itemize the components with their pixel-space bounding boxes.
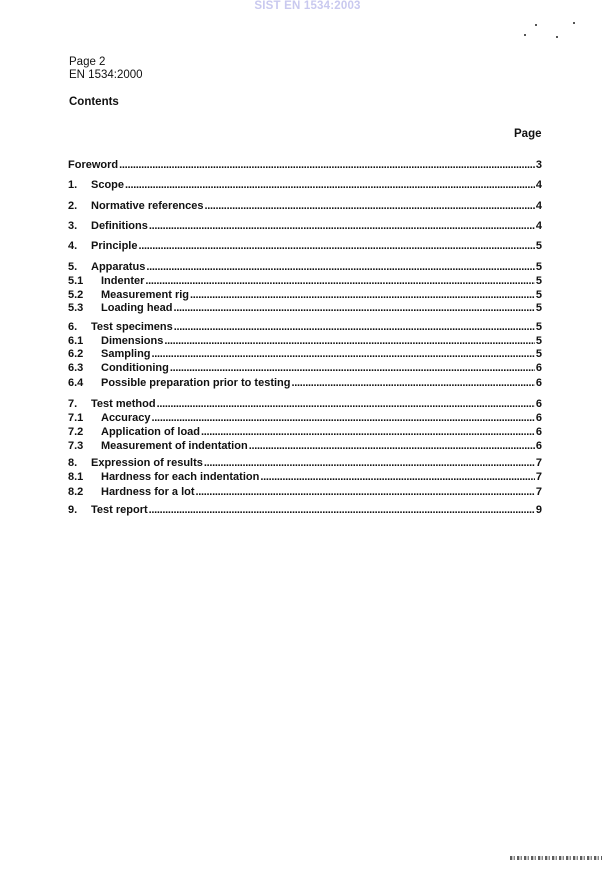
- toc-entry-title: Hardness for each indentation: [101, 471, 260, 483]
- toc-entry[interactable]: [68, 439, 542, 453]
- dot-leader: [138, 239, 534, 253]
- dot-leader: [174, 301, 535, 315]
- dot-leader: [260, 470, 535, 484]
- toc-entry-title: Sampling: [101, 348, 151, 360]
- standard-id: EN 1534:2000: [69, 69, 143, 81]
- toc-entry-number: 6.4: [68, 377, 84, 389]
- toc-entry-number: 6.: [68, 321, 78, 333]
- toc-entry-page: 4: [535, 220, 542, 232]
- toc-entry-number: 7.2: [68, 426, 84, 438]
- toc-entry-page: 5: [535, 275, 542, 287]
- toc-entry-number: 6.3: [68, 362, 84, 374]
- dot-leader: [119, 158, 535, 172]
- toc-entry-page: 6: [535, 412, 542, 424]
- toc-entry-page: 5: [535, 302, 542, 314]
- toc-entry[interactable]: [68, 411, 542, 425]
- toc-entry-title: Application of load: [101, 426, 200, 438]
- toc-entry-title: Principle: [91, 240, 138, 252]
- toc-entry-page: 5: [535, 289, 542, 301]
- toc-entry-title: Hardness for a lot: [101, 486, 195, 498]
- toc-entry[interactable]: [68, 239, 542, 253]
- toc-entry-number: 4.: [68, 240, 78, 252]
- toc-entry-number: 5.: [68, 261, 78, 273]
- dot-leader: [190, 288, 535, 302]
- toc-entry-title: Test specimens: [91, 321, 173, 333]
- toc-entry-page: 7: [535, 457, 542, 469]
- toc-entry-page: 5: [535, 335, 542, 347]
- dot-leader: [149, 219, 535, 233]
- toc-entry-number: 3.: [68, 220, 78, 232]
- toc-entry-number: 2.: [68, 200, 78, 212]
- toc-entry-title: Conditioning: [101, 362, 169, 374]
- toc-entry-page: 5: [535, 240, 542, 252]
- toc-entry-title: Expression of results: [91, 457, 203, 469]
- toc-entry-number: 6.1: [68, 335, 84, 347]
- toc-entry-page: 9: [535, 504, 542, 516]
- toc-entry[interactable]: [68, 178, 542, 192]
- toc-entry-page: 5: [535, 321, 542, 333]
- toc-entry-title: Apparatus: [91, 261, 146, 273]
- toc-entry-page: 7: [535, 471, 542, 483]
- toc-entry-number: 5.2: [68, 289, 84, 301]
- page-number: Page 2: [69, 56, 106, 68]
- toc-entry-number: 5.1: [68, 275, 84, 287]
- scan-artifact: [510, 856, 602, 860]
- toc-entry[interactable]: [68, 503, 542, 517]
- dot-leader: [145, 274, 534, 288]
- toc-entry[interactable]: [68, 456, 542, 470]
- toc-entry-title: Scope: [91, 179, 125, 191]
- toc-entry[interactable]: [68, 397, 542, 411]
- toc-entry-page: 5: [535, 348, 542, 360]
- toc-entry[interactable]: [68, 158, 542, 172]
- toc-entry-page: 7: [535, 486, 542, 498]
- toc-entry-number: 7.1: [68, 412, 84, 424]
- toc-entry-number: 9.: [68, 504, 78, 516]
- toc-entry-number: 1.: [68, 179, 78, 191]
- toc-entry-title: Normative references: [91, 200, 204, 212]
- toc-entry-page: 4: [535, 179, 542, 191]
- dot-leader: [201, 425, 535, 439]
- toc-entry[interactable]: [68, 425, 542, 439]
- dot-leader: [152, 411, 535, 425]
- toc-entry[interactable]: [68, 347, 542, 361]
- dot-leader: [249, 439, 535, 453]
- toc-entry-page: 5: [535, 261, 542, 273]
- toc-entry[interactable]: [68, 260, 542, 274]
- dot-leader: [125, 178, 535, 192]
- toc-entry[interactable]: [68, 199, 542, 213]
- dot-leader: [157, 397, 535, 411]
- dot-leader: [152, 347, 535, 361]
- dot-leader: [204, 456, 535, 470]
- toc-entry-number: 7.: [68, 398, 78, 410]
- toc-entry[interactable]: [68, 301, 542, 315]
- toc-entry[interactable]: [68, 376, 542, 390]
- toc-entry-number: 8.1: [68, 471, 84, 483]
- toc-entry-title: Definitions: [91, 220, 148, 232]
- toc-entry-number: 6.2: [68, 348, 84, 360]
- toc-entry[interactable]: [68, 470, 542, 484]
- toc-entry-title: Test method: [91, 398, 156, 410]
- toc-entry-page: 4: [535, 200, 542, 212]
- toc-entry-page: 6: [535, 426, 542, 438]
- toc-entry-number: 8.2: [68, 486, 84, 498]
- dot-leader: [291, 376, 534, 390]
- toc-entry-title: Possible preparation prior to testing: [101, 377, 291, 389]
- page-column-label: Page: [514, 128, 542, 140]
- toc-entry[interactable]: [68, 274, 542, 288]
- toc-entry-title: Accuracy: [101, 412, 151, 424]
- dot-leader: [146, 260, 534, 274]
- toc-entry[interactable]: [68, 334, 542, 348]
- contents-heading: Contents: [69, 96, 119, 108]
- toc-entry-title: Loading head: [101, 302, 173, 314]
- toc-entry-title: Dimensions: [101, 335, 164, 347]
- toc-entry-number: 8.: [68, 457, 78, 469]
- toc-entry-page: 6: [535, 377, 542, 389]
- toc-entry-title: Indenter: [101, 275, 145, 287]
- toc-entry-title: Measurement of indentation: [101, 440, 248, 452]
- toc-entry-page: 6: [535, 398, 542, 410]
- toc-entry-number: 5.3: [68, 302, 84, 314]
- toc-entry[interactable]: [68, 288, 542, 302]
- toc-entry-title: Test report: [91, 504, 148, 516]
- dot-leader: [196, 485, 535, 499]
- dot-leader: [174, 320, 535, 334]
- dot-leader: [164, 334, 535, 348]
- toc-entry-title: Measurement rig: [101, 289, 190, 301]
- toc-entry-page: 3: [535, 159, 542, 171]
- toc-entry-page: 6: [535, 362, 542, 374]
- toc-entry[interactable]: [68, 219, 542, 233]
- dot-leader: [149, 503, 535, 517]
- toc-entry[interactable]: [68, 320, 542, 334]
- toc-entry[interactable]: [68, 361, 542, 375]
- dot-leader: [205, 199, 535, 213]
- toc-entry[interactable]: [68, 485, 542, 499]
- toc-entry-page: 6: [535, 440, 542, 452]
- dot-leader: [170, 361, 535, 375]
- toc-entry-title: Foreword: [68, 159, 119, 171]
- watermark: SIST EN 1534:2003: [254, 0, 361, 12]
- toc-entry-number: 7.3: [68, 440, 84, 452]
